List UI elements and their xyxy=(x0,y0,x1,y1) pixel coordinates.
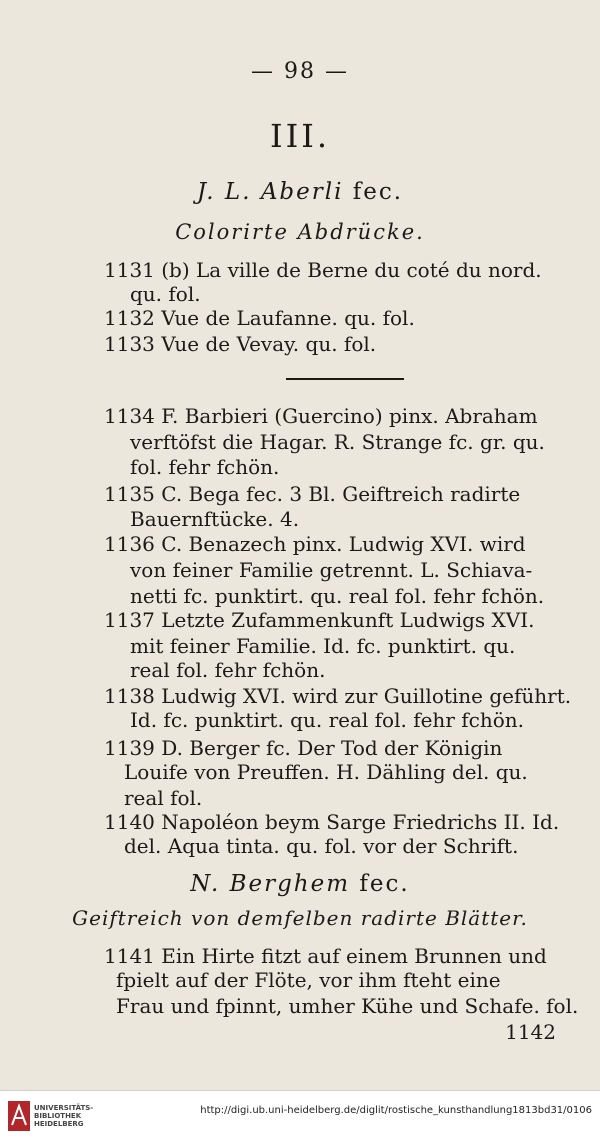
entry-1140-line2: del. Aqua tinta. qu. fol. vor der Schrift. xyxy=(124,834,519,858)
entry-1134-line2: verftöfst die Hagar. R. Strange fc. gr. qu. xyxy=(130,430,545,454)
entry-1133: 1133 Vue de Vevay. qu. fol. xyxy=(104,332,377,356)
entry-1134-line1: 1134 F. Barbieri (Guercino) pinx. Abraham xyxy=(104,404,538,428)
catchword: 1142 xyxy=(505,1020,556,1044)
digitization-footer xyxy=(0,1090,600,1141)
artist-heading-berghem xyxy=(0,872,600,896)
entry-1136-line3: netti fc. punktirt. qu. real fol. fehr fchön. xyxy=(130,584,545,608)
entry-1137-line3: real fol. fehr fchön. xyxy=(130,658,326,682)
logo-line-3: HEIDELBERG xyxy=(34,1120,84,1128)
artist-fec: fec. xyxy=(359,871,410,897)
section-heading: III. xyxy=(269,117,331,155)
entry-1135-line1: 1135 C. Bega fec. 3 Bl. Geiftreich radirte xyxy=(104,482,521,506)
entry-1136-line2: von feiner Familie getrennt. L. Schiava- xyxy=(130,558,533,582)
source-url-link[interactable]: http://digi.ub.uni-heidelberg.de/diglit/rostische_kunsthandlung1813bd31/0106 xyxy=(200,1105,592,1116)
entry-1134-line3: fol. fehr fchön. xyxy=(130,455,280,479)
page-number: — 98 — xyxy=(251,59,349,84)
university-seal-icon xyxy=(8,1101,30,1131)
entry-1131-line1: 1131 (b) La ville de Berne du coté du nord. xyxy=(104,258,542,282)
subheading-geistreich: Geiftreich von demfelben radirte Blätter. xyxy=(72,906,528,930)
logo-line-2: BIBLIOTHEK xyxy=(34,1112,82,1120)
entry-1135-line2: Bauernftücke. 4. xyxy=(130,507,300,531)
logo-line-1: UNIVERSITÄTS- xyxy=(34,1104,94,1112)
entry-1131-line2: qu. fol. xyxy=(130,282,201,306)
entry-1137-line1: 1137 Letzte Zufammenkunft Ludwigs XVI. xyxy=(104,608,535,632)
entry-1139-line2: Louife von Preuffen. H. Dähling del. qu. xyxy=(124,760,528,784)
entry-1140-line1: 1140 Napoléon beym Sarge Friedrichs II. Id. xyxy=(104,810,560,834)
artist-name: J. L. Aberli xyxy=(196,179,344,205)
entry-1139-line3: real fol. xyxy=(124,786,203,810)
subheading-colorirte: Colorirte Abdrücke. xyxy=(175,220,425,244)
library-logo-text xyxy=(34,1104,114,1128)
entry-1141-line2: fpielt auf der Flöte, vor ihm fteht eine xyxy=(116,968,501,992)
entry-1139-line1: 1139 D. Berger fc. Der Tod der Königin xyxy=(104,736,503,760)
entry-1138-line2: Id. fc. punktirt. qu. real fol. fehr fchön. xyxy=(130,708,524,732)
section-divider xyxy=(286,378,404,380)
entry-1138-line1: 1138 Ludwig XVI. wird zur Guillotine geführt. xyxy=(104,684,572,708)
entry-1136-line1: 1136 C. Benazech pinx. Ludwig XVI. wird xyxy=(104,532,526,556)
artist-heading-aberli xyxy=(0,180,600,204)
entry-1137-line2: mit feiner Familie. Id. fc. punktirt. qu. xyxy=(130,634,516,658)
artist-name: N. Berghem xyxy=(190,871,351,897)
entry-1141-line3: Frau und fpinnt, umher Kühe und Schafe. fol. xyxy=(116,994,579,1018)
artist-fec: fec. xyxy=(352,179,404,205)
entry-1132: 1132 Vue de Laufanne. qu. fol. xyxy=(104,306,415,330)
entry-1141-line1: 1141 Ein Hirte fitzt auf einem Brunnen und xyxy=(104,944,547,968)
